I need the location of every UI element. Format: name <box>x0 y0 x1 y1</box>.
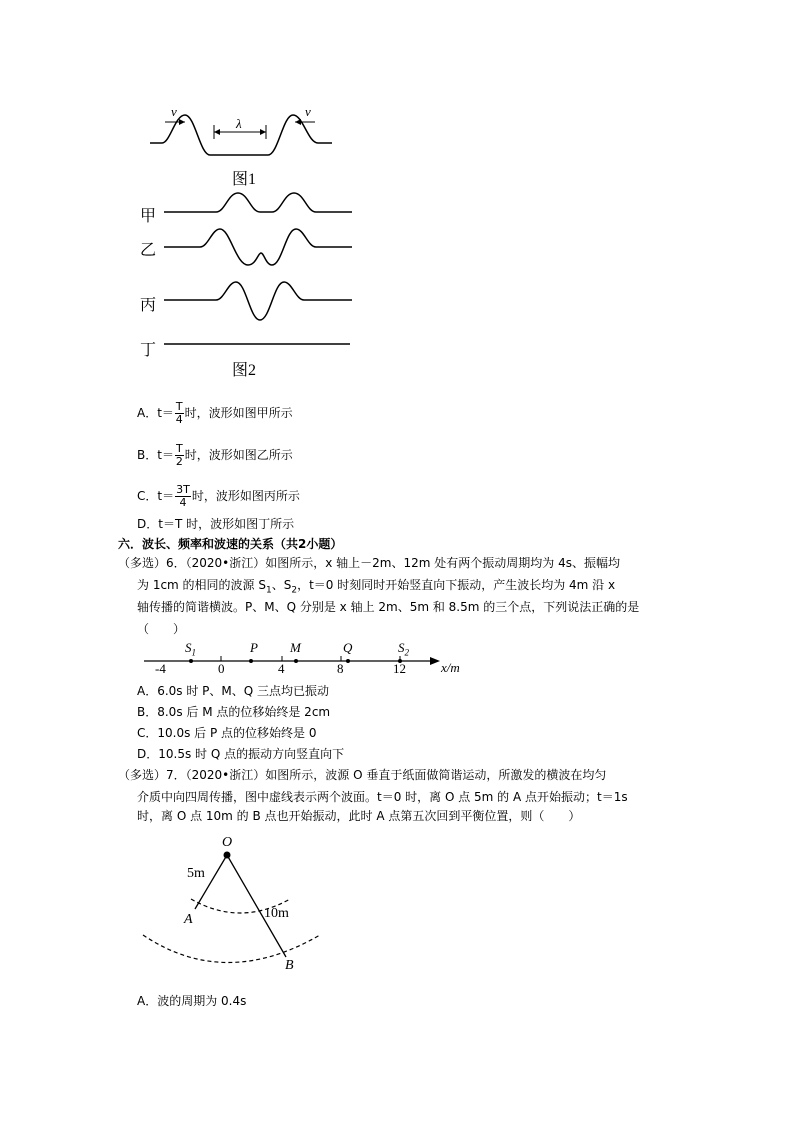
figure-2 <box>160 185 360 350</box>
q5-option-b[interactable]: B．t＝ $\frac{T}{2}$ 时，波形如图乙所示 <box>137 442 293 468</box>
row-bing-label: 丙 <box>140 297 157 314</box>
q6-option-d[interactable]: D．10.5s 时 Q 点的振动方向竖直向下 <box>137 747 345 761</box>
row-jia-label: 甲 <box>140 208 157 225</box>
q7-line-1: （多选）7．（2020•浙江）如图所示，波源 O 垂直于纸面做简谐运动，所激发的横波在均匀 <box>118 768 607 782</box>
q6-option-c[interactable]: C．10.0s 后 P 点的位移始终是 0 <box>137 726 317 740</box>
wave-bing <box>164 282 352 320</box>
row-ding-label: 丁 <box>140 342 157 359</box>
q6-option-b[interactable]: B．8.0s 后 M 点的位移始终是 2cm <box>137 705 331 719</box>
q7-line-3: 时，离 O 点 10m 的 B 点也开始振动，此时 A 点第五次回到平衡位置，则（ ） <box>137 809 581 823</box>
s2-label: $S_2$ <box>398 640 409 658</box>
v-right-label: v <box>305 104 311 119</box>
q5-option-a[interactable]: A．t＝ $\frac{T}{4}$ 时，波形如图甲所示 <box>137 400 293 426</box>
tick-neg4: -4 <box>155 661 166 676</box>
point-b-label: B <box>285 958 294 973</box>
q7-option-a[interactable]: A．波的周期为 0.4s <box>137 994 247 1008</box>
figure-1-caption: 图1 <box>232 171 257 188</box>
section-title: 六．波长、频率和波速的关系（共2小题） <box>118 537 343 551</box>
point-o-label: O <box>222 835 233 850</box>
m-label: M <box>290 640 301 655</box>
dist-10m-label: 10m <box>264 906 289 921</box>
q6-line-3: 轴传播的简谐横波。P、M、Q 分别是 x 轴上 2m、5m 和 8.5m 的三个点，下列说法正确的是 <box>137 600 640 614</box>
q6-option-a[interactable]: A．6.0s 时 P、M、Q 三点均已振动 <box>137 684 330 698</box>
wave-yi <box>164 229 352 265</box>
q5-option-c[interactable]: C．t＝ $\frac{3T}{4}$ 时，波形如图丙所示 <box>137 483 300 509</box>
q-label: Q <box>343 640 353 655</box>
q6-line-2: 为 1cm 的相同的波源 $S_1$、$S_2$，t＝0 时刻同时开始竖直向下振动，产生波长均为 4m 沿 x <box>137 578 616 596</box>
tick-0: 0 <box>218 661 225 676</box>
v-left-label: v <box>171 104 177 119</box>
wave-jia <box>164 193 352 212</box>
row-yi-label: 乙 <box>140 242 157 259</box>
q7-line-2: 介质中向四周传播，图中虚线表示两个波面。t＝0 时，离 O 点 5m 的 A 点开始振动；t＝1s <box>137 790 628 804</box>
q6-line-1: （多选）6．（2020•浙江）如图所示，x 轴上－2m、12m 处有两个振动周期均为 4s、振幅均 <box>118 556 620 570</box>
tick-12: 12 <box>393 661 406 676</box>
q5-option-d[interactable]: D．t＝T 时，波形如图丁所示 <box>137 517 295 531</box>
p-label: P <box>250 640 258 655</box>
tick-8: 8 <box>337 661 344 676</box>
s1-label: $S_1$ <box>185 640 196 658</box>
dist-5m-label: 5m <box>187 866 205 881</box>
tick-4: 4 <box>278 661 285 676</box>
q7-figure <box>135 835 345 980</box>
axis-unit: x/m <box>441 660 460 675</box>
figure-2-caption: 图2 <box>232 362 257 379</box>
lambda-label: λ <box>236 116 242 131</box>
point-a-label: A <box>184 912 193 927</box>
q6-line-4: （ ） <box>137 622 186 636</box>
